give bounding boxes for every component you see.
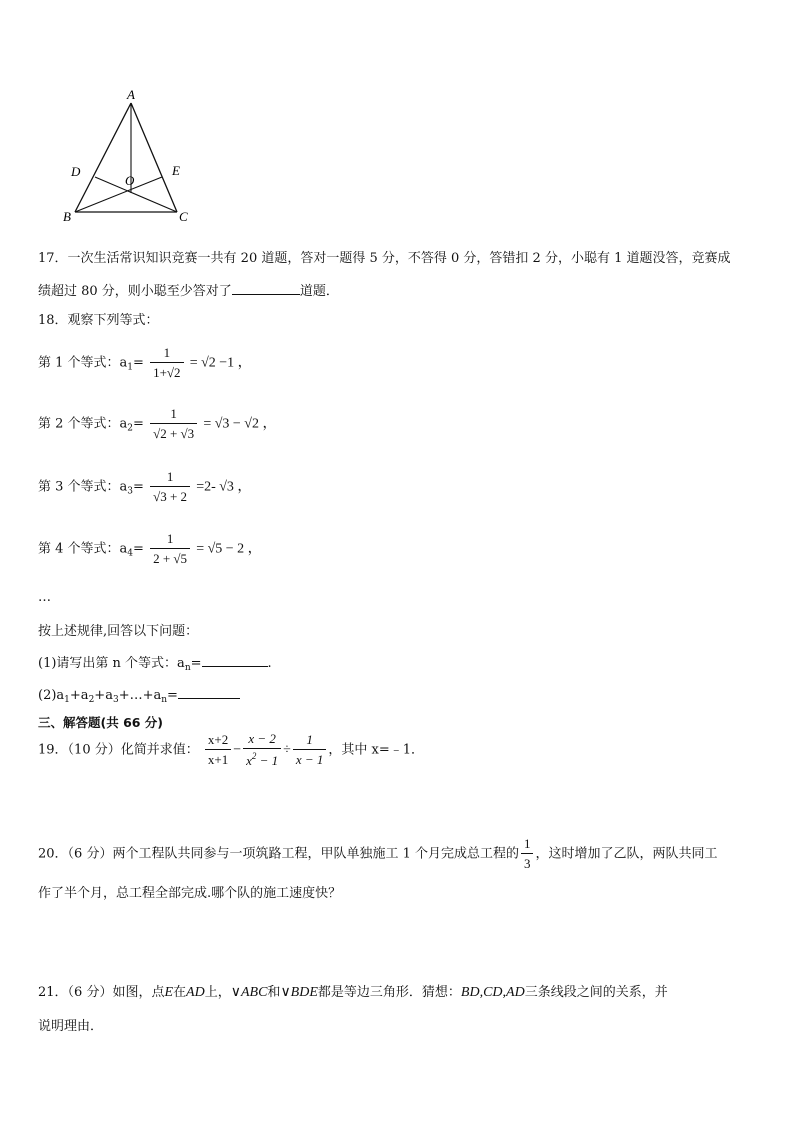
q21-c: 上， <box>204 985 231 1000</box>
label-d: D <box>71 164 81 179</box>
q18-equation-4 <box>38 531 262 567</box>
eq2-sub: 2 <box>127 423 134 434</box>
q19-f2-den-b: − 1 <box>256 753 279 768</box>
side-ab <box>75 103 131 212</box>
p2-plus2: +a <box>94 688 113 703</box>
question-20-line-1 <box>38 836 718 872</box>
eq4-num: 1 <box>166 531 174 546</box>
eq4-rhs: = √5 − 2 ， <box>196 541 262 557</box>
q21-segments: BD,CD,AD <box>460 985 525 1000</box>
q20-fraction <box>521 836 534 872</box>
q17-line2-post: 道题． <box>299 284 339 299</box>
eq4-label: 第 4 个等式：a <box>38 541 128 557</box>
q21-seg-ad: AD <box>186 985 205 1000</box>
p2-plus1: +a <box>69 688 89 703</box>
eq3-rhs: =2- √3 ， <box>196 479 252 495</box>
p1-eq: = <box>190 656 202 671</box>
eq3-label: 第 3 个等式：a <box>38 479 128 495</box>
eq3-den: √3 + 2 <box>150 486 190 505</box>
q18-part-2 <box>38 685 240 710</box>
eq3-fraction <box>150 469 190 505</box>
q17-line2-pre: 绩超过 80 分，则小聪至少答对了 <box>38 284 232 299</box>
eq3-sub: 3 <box>127 486 134 497</box>
q21-f: 三条线段之间的关系，并 <box>524 985 668 1000</box>
label-b: B <box>63 209 71 224</box>
p2-mid: +…+a <box>118 688 162 703</box>
eq1-label: 第 1 个等式：a <box>38 355 128 371</box>
eq2-fraction <box>150 406 197 442</box>
p2-subn: n <box>161 695 168 705</box>
q20-frac-num: 1 <box>523 836 531 851</box>
p2-answer-blank[interactable] <box>178 685 240 699</box>
label-a: A <box>127 87 135 102</box>
eq3-eq: = <box>133 479 144 495</box>
p1-sub: n <box>184 663 191 673</box>
eq2-rhs: = √3 − √2 ， <box>203 416 277 432</box>
q19-f1-den: x+1 <box>205 749 231 768</box>
eq1-den: 1+√2 <box>150 362 183 381</box>
q21-e: 都是等边三角形．猜想： <box>317 985 461 1000</box>
eq4-eq: = <box>133 541 144 557</box>
eq2-eq: = <box>133 416 144 432</box>
q21-tri-bde: ∨BDE <box>280 985 318 1000</box>
q19-f2-den-a: x <box>246 753 252 768</box>
question-21-line-1 <box>38 983 668 1003</box>
q18-equation-1 <box>38 345 252 381</box>
p2-sub3: 3 <box>112 695 119 705</box>
q18-equation-2 <box>38 406 277 442</box>
label-o: O <box>125 173 135 188</box>
p1-pre: (1)请写出第 n 个等式：a <box>38 656 185 671</box>
q17-line2 <box>38 281 339 302</box>
question-21-line-2: 说明理由． <box>38 1019 104 1034</box>
q19-fraction-3 <box>293 732 327 768</box>
eq1-num: 1 <box>163 345 171 360</box>
q18-intro: 18．观察下列等式： <box>38 313 159 328</box>
q19-fraction-1 <box>205 732 231 768</box>
q20-line1-post: ，这时增加了乙队，两队共同工 <box>535 846 718 862</box>
eq2-label: 第 2 个等式：a <box>38 416 128 432</box>
p2-sub1: 1 <box>64 695 70 705</box>
q19-fraction-2 <box>243 731 281 769</box>
q19-op1: − <box>233 742 242 758</box>
p2-pre: (2)a <box>38 688 65 703</box>
eq4-den: 2 + √5 <box>150 548 190 567</box>
q18-ellipsis: … <box>38 590 51 605</box>
eq3-num: 1 <box>166 469 174 484</box>
p1-answer-blank[interactable] <box>202 653 268 667</box>
eq1-eq: = <box>133 355 144 371</box>
section-3-title: 三、解答题(共 66 分) <box>38 715 164 730</box>
question-19 <box>38 731 424 769</box>
eq1-fraction <box>150 345 183 381</box>
p2-eq: = <box>167 688 178 703</box>
segment-be <box>75 177 162 212</box>
q19-f1-num: x+2 <box>207 732 229 747</box>
label-c: C <box>179 209 188 224</box>
q20-line1-pre: 20．（6 分）两个工程队共同参与一项筑路工程，甲队单独施工 1 个月完成总工程的 <box>38 846 519 862</box>
eq1-sub: 1 <box>127 362 134 373</box>
q19-f2-den-sup: 2 <box>251 751 257 761</box>
q18-instruction: 按上述规律,回答以下问题： <box>38 624 199 639</box>
q21-tri-abc: ∨ABC <box>230 985 268 1000</box>
eq4-sub: 4 <box>127 548 134 559</box>
question-20-line-2: 作了半个月，总工程全部完成.哪个队的施工速度快？ <box>38 886 342 901</box>
q21-a: 21．（6 分）如图，点 <box>38 985 165 1000</box>
q19-post: ，其中 x=﹣1． <box>328 742 425 758</box>
q19-pre: 19．（10 分）化简并求值： <box>38 742 199 758</box>
q19-f2-num: x − 2 <box>248 731 276 746</box>
q19-op2: ÷ <box>283 742 291 758</box>
q19-f3-num: 1 <box>306 732 313 747</box>
label-e: E <box>172 163 180 178</box>
q21-d: 和 <box>267 985 281 1000</box>
eq2-den: √2 + √3 <box>150 423 197 442</box>
triangle-figure <box>55 85 205 230</box>
p2-sub2: 2 <box>88 695 95 705</box>
q18-equation-3 <box>38 469 251 505</box>
q17-answer-blank[interactable] <box>232 281 300 295</box>
q19-f3-den: x − 1 <box>293 749 327 768</box>
eq1-rhs: = √2 −1 ， <box>189 355 252 371</box>
q18-part-1 <box>38 653 272 678</box>
q20-frac-den: 3 <box>521 853 534 872</box>
eq4-fraction <box>150 531 190 567</box>
q21-b: 在 <box>173 985 187 1000</box>
q17-line1: 17．一次生活常识知识竞赛一共有 20 道题，答对一题得 5 分，不答得 0 分，答错扣 2 分，小聪有 1 道题没答，竞赛成 <box>38 251 731 266</box>
p1-end: . <box>267 656 272 671</box>
eq2-num: 1 <box>170 406 177 421</box>
q19-f2-den <box>243 748 281 769</box>
q21-point-e: E <box>164 985 174 1000</box>
